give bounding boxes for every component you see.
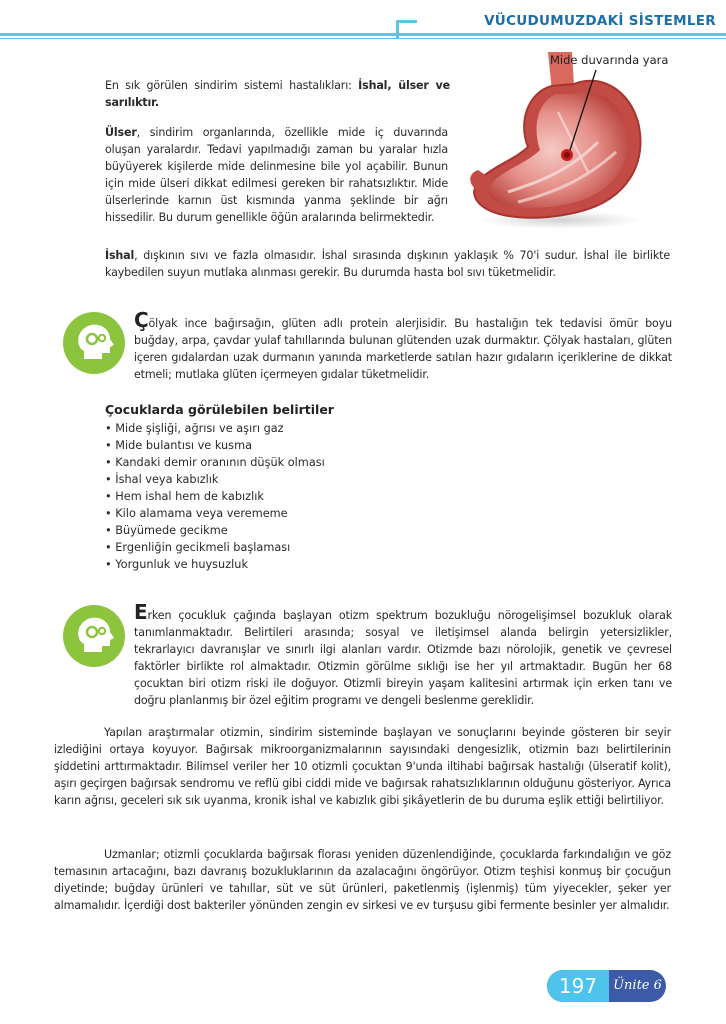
list-item: • İshal veya kabızlık [105, 471, 325, 488]
colyak-initial: Ç [134, 308, 149, 332]
head-gears-icon [62, 311, 126, 375]
header-rule-thin [0, 38, 726, 39]
ishal-term: İshal [105, 249, 135, 262]
figure-label: Mide duvarında yara [550, 53, 669, 67]
list-item: • Kandaki demir oranının düşük olması [105, 454, 325, 471]
chapter-title: VÜCUDUMUZDAKİ SİSTEMLER [484, 13, 716, 29]
head-gears-icon [62, 604, 126, 668]
list-item: • Kilo alamama veya verememe [105, 505, 325, 522]
intro-bold: İshal, ülser ve sarılıktır. [105, 79, 450, 109]
page-number: 197 [547, 970, 609, 1002]
symptoms-title: Çocuklarda görülebilen belirtiler [105, 402, 334, 417]
ulser-paragraph [105, 124, 448, 226]
list-item: • Hem ishal hem de kabızlık [105, 488, 325, 505]
ishal-paragraph [105, 247, 670, 281]
ishal-text: , dışkının sıvı ve fazla olmasıdır. İshal sırasında dışkının yaklaşık % 70'i sudur. İshal ile birlikte kaybedilen suyun mutlaka alınması gerekir. Bu durumda hasta bol sıvı tüketmelidir. [105, 249, 670, 279]
page-footer-badge [547, 970, 666, 1002]
ulser-text: , sindirim organlarında, özellikle mide iç duvarında oluşan yaralardır. Tedavi yapılmadığı zaman bu yaralar hızla büyüyerek kişilerde mide delinmesine bile yol açabilir. Bunun için mide ülseri dikkat edilmesi gereken bir rahatsızlıktır. Mide ülserlerinde karnın üst kısmında yanma şeklinde bir ağrı hissedilir. Bu durum genellikle öğün aralarında belirmektedir. [105, 126, 448, 224]
intro-text: En sık görülen sindirim sistemi hastalıkları: [105, 79, 359, 92]
research-paragraph: Yapılan araştırmalar otizmin, sindirim sisteminde başlayan ve sonuçlarını beyinde gösteren bir seyir izlediğini ortaya koyuyor. Bağırsak mikroorganizmalarının sayısındaki dengesizlik, otizmin bazı belirtilerinin şiddetini arttırmaktadır. Bilimsel veriler her 10 otizmli çocuktan 9'unda iltihabi bağırsak hastalığı (ülseratif kolit), aşırı geçirgen bağırsak sendromu ve reflü gibi ciddi mide ve bağırsak rahatsızlıklarının olduğunu gösteriyor. Ayrıca karın ağrısı, geceleri sık sık uyanma, kronik ishal ve kabızlık gibi şikâyetlerin de bu duruma eşlik ettiği belirtiliyor. [54, 726, 671, 807]
list-item: • Ergenliğin gecikmeli başlaması [105, 539, 325, 556]
colyak-paragraph [134, 308, 672, 383]
header-rule [0, 33, 726, 36]
stomach-ulcer-illustration [468, 52, 648, 230]
list-item: • Büyümede gecikme [105, 522, 325, 539]
symptoms-list [105, 420, 325, 573]
experts-paragraph: Uzmanlar; otizmli çocuklarda bağırsak florası yeniden düzenlendiğinde, çocuklarda farkındalığın ve göz temasının artacağını, bazı davranış bozukluklarının da azalacağını öngörüyor. Otizm teşhisi konmuş bir çocuğun diyetinde; buğday ürünleri ve tahıllar, süt ve süt ürünleri, paketlenmiş (işlenmiş) tüm yiyecekler, şeker yer almamalıdır. İçerdiği dost bakteriler yönünden zengin ev sirkesi ve ev turşusu gibi fermente besinler yer almalıdır. [54, 848, 671, 912]
list-item: • Yorgunluk ve huysuzluk [105, 556, 325, 573]
otizm-initial: E [134, 600, 148, 624]
intro-paragraph [105, 77, 450, 111]
ulser-term: Ülser [105, 126, 137, 139]
otizm-paragraph [134, 600, 672, 709]
otizm-text: rken çocukluk çağında başlayan otizm spektrum bozukluğu nörogelişimsel bozukluk olarak tanımlanmaktadır. Belirtileri arasında; sosyal ve iletişimsel alanda belirgin yetersizlikler, tekrarlayıcı davranışlar ve sınırlı ilgi alanları vardır. Otizmde bazı nörolojik, genetik ve çevresel faktörler birlikte rol almaktadır. Otizmin görülme sıklığı ise her yıl artmaktadır. Bugün her 68 çocuktan biri otizm riski ile doğuyor. Otizmli bireyin yaşam kalitesini artırmak için erken tanı ve doğru planlanmış bir özel eğitim programı ve dengeli beslenme gereklidir. [134, 609, 672, 707]
header-decoration [396, 20, 417, 39]
unit-label: Ünite 6 [613, 978, 662, 993]
colyak-text: ölyak ince bağırsağın, glüten adlı protein alerjisidir. Bu hastalığın tek tedavisi ömür boyu buğday, arpa, çavdar yulaf tahıllarında bulunan glütenden uzak durmaktır. Çölyak hastaları, glüten içeren gıdalardan uzak durmanın yanında marketlerde satılan hazır gıdaların içeriklerine de dikkat etmeli; mutlaka glüten içermeyen gıdalar tüketmelidir. [134, 317, 672, 381]
list-item: • Mide şişliği, ağrısı ve aşırı gaz [105, 420, 325, 437]
list-item: • Mide bulantısı ve kusma [105, 437, 325, 454]
